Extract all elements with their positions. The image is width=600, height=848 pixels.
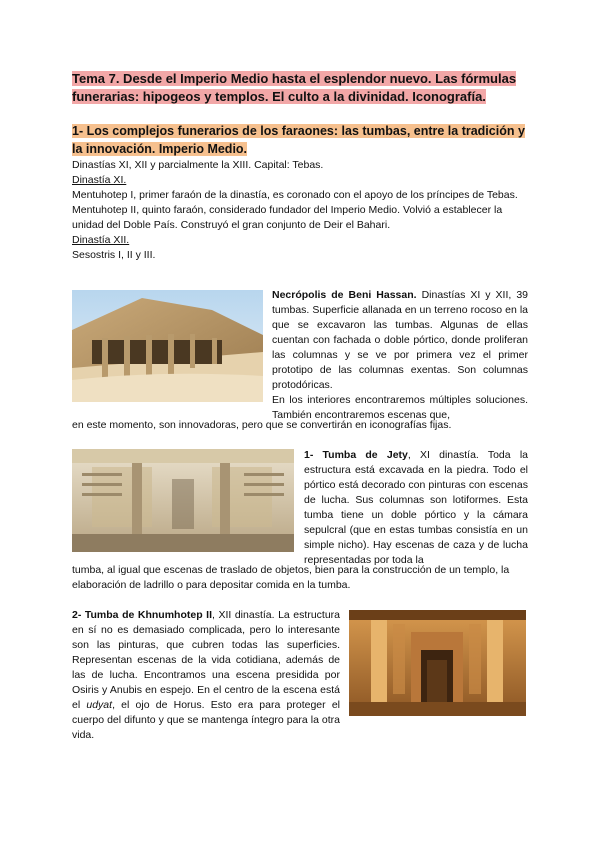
section-1-heading — [72, 122, 528, 158]
udyat-term: udyat — [86, 699, 113, 711]
title-text: Tema 7. Desde el Imperio Medio hasta el esplendor nuevo. Las fórmulas funerarias: hipogeos y templos. El culto a la divinidad. Iconografía. — [72, 71, 517, 104]
document-title — [72, 70, 528, 106]
tumba-jety-title: 1- Tumba de Jety — [304, 449, 408, 461]
dynasty-11-paragraph-1: Mentuhotep I, primer faraón de la dinastía, es coronado con el apoyo de los príncipes de Tebas. — [72, 189, 518, 201]
dynasty-12-label: Dinastía XII. — [72, 234, 130, 246]
dynasty-12-paragraph: Sesostris I, II y III. — [72, 249, 156, 261]
beni-hassan-cont: en este momento, son innovadoras, pero que se convertirán en iconografías fijas. — [72, 419, 452, 431]
tumba-jety-cont: tumba, al igual que escenas de traslado de objetos, bien para la construcción de un templo, la elaboración de ladrillo o para depositar comida en la tumba. — [72, 564, 510, 591]
dynasty-11-label: Dinastía XI. — [72, 174, 127, 186]
beni-hassan-photo — [72, 290, 263, 402]
tumba-khnumhotep-title: 2- Tumba de Khnumhotep II — [72, 609, 212, 621]
document-body — [72, 70, 528, 263]
beni-hassan-continuation — [72, 418, 528, 433]
tumba-jety-continuation — [72, 563, 528, 593]
tumba-jety-photo — [72, 449, 294, 552]
tumba-khnumhotep-photo — [349, 610, 526, 716]
tumba-jety-text: , XI dinastía. Toda la estructura está excavada en la piedra. Todo el pórtico está decorado con pinturas con escenas de lucha. Sus columnas son lotiformes. Esta tumba tiene un doble pórtico y la cámara sepulcral (que en estas tumbas consistía en un simple nicho). Hay escenas de caza y de lucha representadas por toda la — [304, 449, 528, 566]
tumba-jety-block — [304, 448, 528, 568]
beni-hassan-title: Necrópolis de Beni Hassan. — [272, 289, 417, 301]
section-1-intro: Dinastías XI, XII y parcialmente la XIII. Capital: Tebas. — [72, 159, 324, 171]
tumba-khnumhotep-text-1: , XII dinastía. La estructura en sí no es demasiado complicada, pero lo interesante son las pinturas, que cubren todas las superficies. Representan escenas de la vida cotidiana, además de las de lucha. Encontramos una escena presidida por Osiris y Anubis en espejo. En el centro de la escena está el — [72, 609, 340, 711]
dynasty-11-paragraph-2: Mentuhotep II, quinto faraón, considerado fundador del Imperio Medio. Volvió a establecer la unidad del Doble País. Construyó el gran conjunto de Deir el Bahari. — [72, 204, 503, 231]
section-1-heading-text: 1- Los complejos funerarios de los faraones: las tumbas, entre la tradición y la innovación. Imperio Medio. — [72, 124, 525, 156]
beni-hassan-text-2: En los interiores encontraremos múltiples soluciones. También encontraremos escenas que, — [272, 394, 528, 421]
tumba-khnumhotep-block — [72, 608, 340, 743]
beni-hassan-block — [272, 288, 528, 423]
beni-hassan-text: Dinastías XI y XII, 39 tumbas. Superficie allanada en un terreno rocoso en la que se excavaron las tumbas. Algunas de ellas cuentan con fachada o doble pórtico, donde proliferan las columnas y se ve por primera vez el primer prototipo de las columnas exentas. Son columnas protodóricas. — [272, 289, 528, 391]
tumba-khnumhotep-text-2: , el ojo de Horus. Esto era para proteger el cuerpo del difunto y que se mantenga íntegro para la otra vida. — [72, 699, 340, 741]
